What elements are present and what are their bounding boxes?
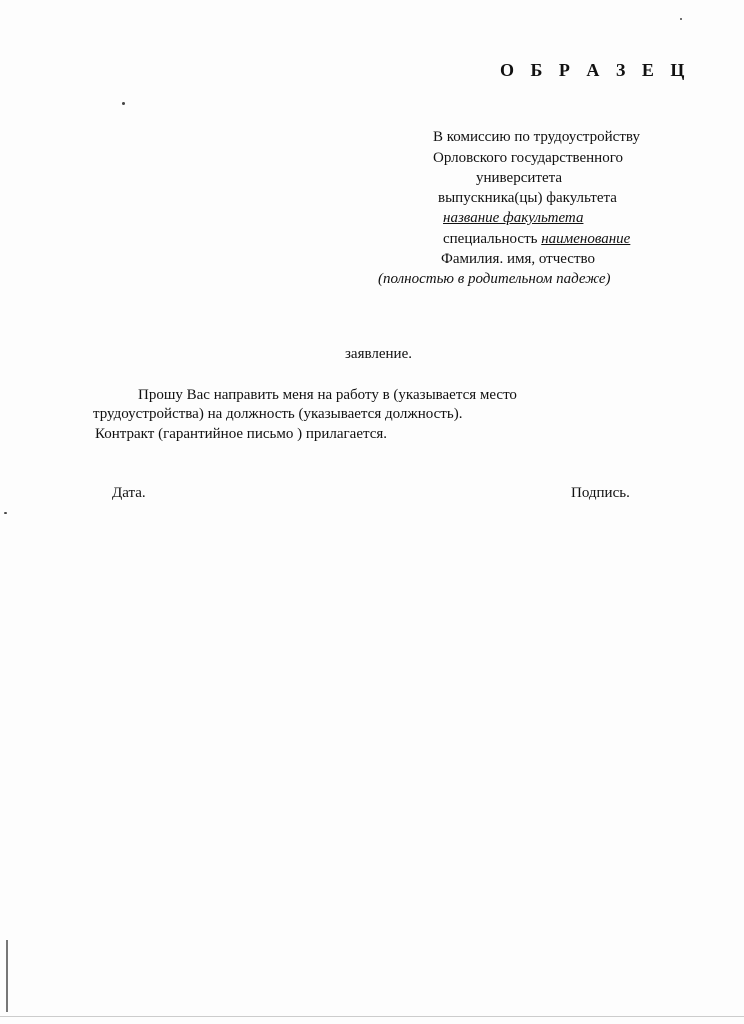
- date-label: Дата.: [112, 485, 146, 501]
- specialty-label: специальность: [443, 231, 542, 247]
- scan-speck: [680, 18, 682, 20]
- signature-label: Подпись.: [571, 485, 630, 501]
- document-title: О Б Р А З Е Ц: [500, 60, 691, 80]
- scan-bottom-edge: [0, 1016, 744, 1017]
- addressee-line-2: Орловского государственного: [433, 150, 623, 166]
- addressee-line-7: Фамилия. имя, отчество: [441, 251, 595, 267]
- body-line-2: трудоустройства) на должность (указывается должность).: [93, 406, 463, 422]
- specialty-name-placeholder: наименование: [541, 231, 631, 247]
- addressee-line-6: [443, 229, 630, 249]
- scan-edge-mark: [6, 940, 8, 1012]
- statement-heading: заявление.: [345, 346, 412, 362]
- body-line-3: Контракт (гарантийное письмо ) прилагается.: [95, 426, 388, 442]
- scan-speck: [4, 512, 7, 514]
- addressee-line-4: выпускника(цы) факультета: [438, 190, 617, 206]
- addressee-line-1: В комиссию по трудоустройству: [433, 129, 640, 145]
- faculty-name-placeholder: название факультета: [443, 210, 584, 226]
- body-line-1: Прошу Вас направить меня на работу в (указывается место: [138, 387, 517, 403]
- addressee-line-3: университета: [476, 170, 563, 186]
- addressee-line-8: (полностью в родительном падеже): [378, 271, 611, 287]
- scan-speck: [122, 102, 125, 105]
